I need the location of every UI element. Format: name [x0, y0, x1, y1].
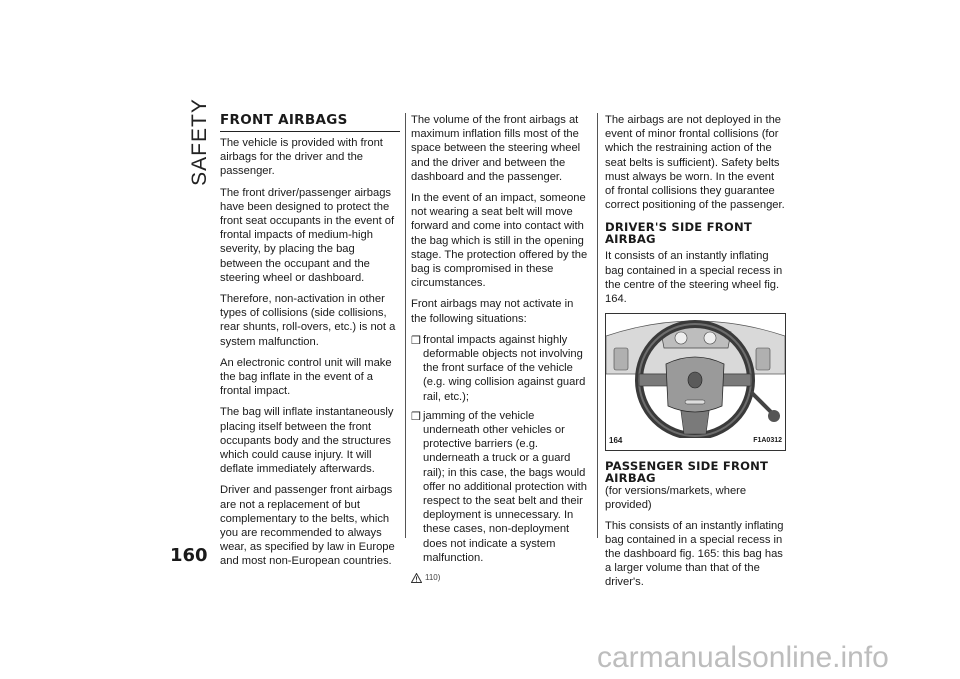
paragraph-note: (for versions/markets, where provided): [605, 485, 747, 512]
column-divider: [597, 113, 598, 538]
list-item: ❒ frontal impacts against highly deformable objects not involving the front surface of the vehicle (e.g. wing collision against guard rail, etc.);: [411, 333, 586, 403]
paragraph: It consists of an instantly inflating bag contained in a special recess in the centre of the steering wheel fig. 164.: [605, 250, 783, 306]
page-number: 160: [170, 545, 208, 566]
checkbox-bullet-icon: ❒: [411, 334, 421, 347]
paragraph: The airbags are not deployed in the event of minor frontal collisions (for which the restraining action of the seat belts is sufficient). Safety belts must always be worn. In the event of frontal collisions they guarantee correct positioning of the passenger.: [605, 114, 785, 212]
warning-triangle-icon: [411, 573, 422, 583]
paragraph: The volume of the front airbags at maximum inflation fills most of the space between the steering wheel and the driver and between the dashboard and the passenger.: [411, 114, 581, 183]
warning-reference-number: 110): [425, 573, 441, 583]
warning-reference: [411, 571, 591, 585]
paragraph: This consists of an instantly inflating bag contained in a special recess in the dashboard fig. 165: this bag has a larger volume than that of the driver's.: [605, 519, 784, 589]
figure-number: 164: [609, 436, 623, 446]
section-tab: [170, 98, 212, 186]
column-3: [605, 113, 785, 597]
section-tab-label: SAFETY: [187, 98, 211, 186]
paragraph: Front airbags may not activate in the following situations:: [411, 298, 574, 325]
paragraph: The vehicle is provided with front airbags for the driver and the passenger.: [220, 137, 383, 178]
section-heading-front-airbags: FRONT AIRBAGS: [220, 113, 400, 132]
paragraph: Therefore, non-activation in other types of collisions (side collisions, rear shunts, roll-overs, etc.) is not a system malfunction.: [220, 293, 396, 348]
paragraph: In the event of an impact, someone not wearing a seat belt will move forward and come into contact with the bag which is still in the opening stage. The protection offered by the bag is compromised in these circumstances.: [411, 192, 588, 290]
subheading-driver-airbag: DRIVER'S SIDE FRONT AIRBAG: [605, 220, 752, 246]
column-2: [411, 113, 591, 585]
column-1: [220, 113, 400, 576]
paragraph: The front driver/passenger airbags have been designed to protect the front seat occupants in the event of frontal impacts of medium-high severity, by placing the bag between the occupant and the steering wheel or dashboard.: [220, 186, 395, 284]
paragraph: Driver and passenger front airbags are not a replacement of but complementary to the belts, which you are recommended to always wear, as specified by law in Europe and most non-European countries.: [220, 484, 395, 568]
steering-wheel-figure: [605, 313, 786, 451]
list-item: ❒ jamming of the vehicle underneath other vehicles or protective barriers (e.g. underneath a truck or a guard rail); in this case, the bags would offer no additional protection with respect to the seat belt and their deployment is unnecessary. In these cases, non-deployment does not indicate a system malfunction.: [411, 409, 587, 564]
column-divider: [405, 113, 406, 538]
figure-code: F1A0312: [753, 437, 782, 445]
paragraph: The bag will inflate instantaneously placing itself between the front occupants body and the structures which could cause injury. It will deflate immediately afterwards.: [220, 406, 394, 476]
checkbox-bullet-icon: ❒: [411, 410, 421, 423]
steering-wheel-illustration: [606, 314, 785, 438]
subheading-passenger-airbag: PASSENGER SIDE FRONT AIRBAG: [605, 459, 769, 485]
paragraph: An electronic control unit will make the bag inflate in the event of a frontal impact.: [220, 356, 392, 398]
watermark: carmanualsonline.info: [597, 641, 889, 674]
bullet-list: [411, 333, 591, 565]
